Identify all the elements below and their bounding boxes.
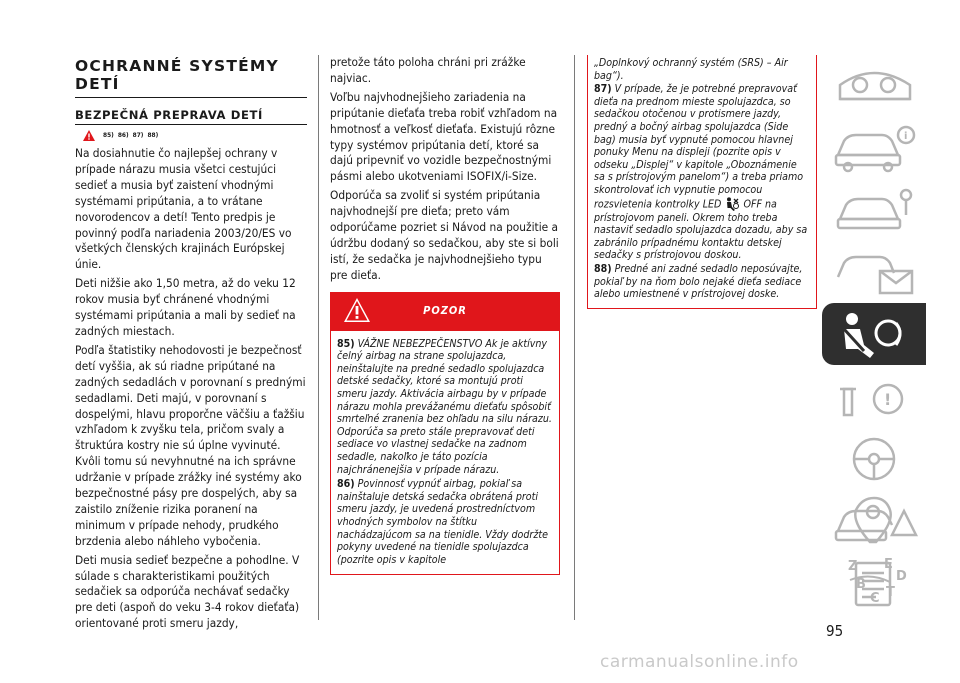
ref-86[interactable]: 86)	[117, 131, 129, 139]
body-text-col2	[330, 55, 560, 284]
index-letter: E	[884, 557, 893, 572]
paragraph: Deti nižšie ako 1,50 metra, až do veku 12 rokov musia byť chránené vhodnými systémami pripútania a mali by sedieť na zadných miestach.	[75, 276, 296, 338]
sidebar-tab-driving[interactable]	[826, 429, 922, 491]
warning-body	[331, 331, 559, 575]
index-letter: B	[856, 577, 866, 592]
paragraph: Podľa štatistiky nehodovosti je bezpečnosť detí vyššia, ak sú riadne pripútané na zadných sedadlách v porovnaní s prednými sedadlami. Deti majú, v porovnaní s dospelými, hlavu proporčne väčšiu a ťažšiu vzhľadom k zvyšku tela, pričom svaly a štruktúra kostry nie sú úplne vyvinuté. Kvôli tomu sú nevyhnutné na ich správne udržanie v prípade zrážky iné systémy ako bezpečnostné pásy pre dospelých, aby sa zaistilo zníženie rizika poranení na minimum v prípade nehody, prudkého brzdenia alebo náhleho vybočenia.	[75, 342, 306, 548]
column-divider	[574, 55, 575, 620]
warning-references	[75, 128, 307, 142]
index-letters-icon	[826, 552, 922, 610]
warning-item-88	[594, 263, 810, 301]
car-keys-icon	[826, 179, 922, 237]
car-info-icon	[826, 117, 922, 175]
warning-header	[331, 293, 559, 331]
page-number: 95	[826, 622, 844, 640]
warning-item-text: Predné ani zadné sedadlo neposúvajte, pokiaľ by na ňom bolo nejaké dieťa sediace alebo umiestnené v prístrojovej doske.	[594, 262, 803, 301]
warning-item-87	[594, 83, 810, 262]
warning-triangle-icon	[83, 130, 95, 141]
passenger-airbag-off-icon	[724, 197, 740, 212]
warning-item-number: 87)	[594, 83, 612, 96]
warning-item-text: OFF na prístrojovom paneli. Okrem toho treba nastaviť sedadlo spolujazdca dozadu, aby sa zabránilo prípadnému kontaktu detskej sedačky s prístrojovou doskou.	[594, 198, 808, 262]
warning-item-85	[337, 338, 553, 477]
warning-continuation: „Doplnkový ochranný systém (SRS) – Air bag“).	[594, 57, 788, 82]
sidebar-tab-dashboard[interactable]	[826, 55, 922, 117]
column-divider	[318, 55, 319, 620]
warning-item-number: 85)	[337, 337, 355, 350]
sidebar-tab-warning-lights[interactable]	[826, 367, 922, 429]
sidebar-tab-messages[interactable]	[826, 241, 922, 303]
warning-item-number: 86)	[337, 478, 355, 491]
paragraph: pretože táto poloha chráni pri zrážke najviac.	[330, 55, 526, 85]
index-letter: D	[896, 569, 907, 584]
section-title: BEZPEČNÁ PREPRAVA DETÍ	[75, 108, 307, 125]
warning-item-text: VÁŽNE NEBEZPEČENSTVO Ak je aktívny čelný airbag na strane spolujazdca, neinštalujte na predné sedadlo spolujazdca detské sedačky, ktoré sa montujú proti smeru jazdy. Aktivácia airbagu by v prípade nárazu mohla prevážanému dieťaťu spôsobiť smrteľné zranenia bez ohľadu na silu nárazu. Odporúča sa preto stále prepravovať deti sediace vo vlastnej sedačke na zadnom sedadle, nakoľko je táto pozícia najchránenejšia v prípade nárazu.	[337, 337, 552, 476]
column-2	[330, 55, 560, 575]
car-dashboard-icon	[826, 55, 922, 113]
watermark: carmanualsonline.info	[600, 652, 799, 672]
column-1	[75, 55, 307, 635]
warning-title: POZOR	[423, 303, 467, 317]
sidebar-tab-safety[interactable]	[822, 303, 926, 365]
warning-item-86	[337, 478, 553, 566]
steering-wheel-icon	[826, 429, 922, 487]
ref-85[interactable]: 85)	[103, 131, 114, 139]
warning-item-text: Povinnosť vypnúť airbag, pokiaľ sa nainštaluje detská sedačka obrátená proti smeru jazdy, je uvedená prostredníctvom vhodných symbolov na štítku nachádzajúcom sa na tienidle. Vždy dodržte pokyny uvedené na tienidle spolujazdca (pozrite opis v kapitole	[337, 478, 548, 566]
paragraph: Odporúča sa zvoliť si systém pripútania najvhodnejší pre dieťa; preto vám odporúčame pozriet si Návod na použitie a údržbu dodaný so sedačkou, aby ste si boli istí, že sedačka je najvhodnejšieho typu pre dieťa.	[330, 188, 559, 282]
index-letter: T	[886, 585, 895, 600]
index-letter: Z	[848, 559, 858, 574]
ref-88[interactable]: 88)	[147, 131, 159, 139]
ref-87[interactable]: 87)	[132, 131, 144, 139]
warning-box	[330, 292, 560, 576]
warning-item-text: V prípade, že je potrebné prepravovať dieťa na prednom mieste spolujazdca, so sedačkou otočenou v protismere jazdy, predný a bočný airbag spolujazdca (Side bag) musia byť vypnuté pomocou hlavnej ponuky Menu na displeji (pozrite opis v odseku „Displej“ v kapitole „Oboznámenie sa s prístrojovým panelom“) a treba priamo skontrolovať ich vypnutie pomocou rozsvietenia kontrolky LED	[594, 83, 804, 211]
paragraph: Na dosiahnutie čo najlepšej ochrany v prípade nárazu musia všetci cestujúci sedieť a musia byť zaistení vhodnými systémami pripútania, a to vrátane novorodencov a detí! Tento predpis je povinný podľa nariadenia 2003/20/ES vo všetkých členských krajinách Európskej únie.	[75, 146, 292, 272]
paragraph: Deti musia sedieť bezpečne a pohodlne. V súlade s charakteristikami použitých sedačiek sa odporúča nechávať sedačky pre deti (aspoň do veku 3-4 rokov dieťaťa) orientované proti smeru jazdy,	[75, 552, 300, 631]
seatbelt-airbag-icon	[822, 303, 926, 365]
svg-text:!: !	[884, 390, 892, 409]
warning-box-continued	[587, 55, 817, 309]
warning-item-number: 88)	[594, 262, 612, 275]
envelope-icon	[826, 241, 922, 299]
sidebar-tab-keys[interactable]	[826, 179, 922, 241]
body-text-col1	[75, 146, 307, 632]
svg-text:i: i	[904, 131, 908, 142]
navigation-icon	[826, 490, 922, 548]
sidebar-tab-vehicle-info[interactable]	[826, 117, 922, 179]
paragraph: Voľbu najvhodnejšieho zariadenia na pripútanie dieťaťa treba robiť vzhľadom na hmotnosť a veľkosť dieťaťa. Existujú rôzne typy systémov pripútania detí, ktoré sa dajú pripevniť vo vozidle bezpečnostnými pásmi alebo ukotveniami ISOFIX/i-Size.	[330, 89, 558, 184]
index-letter: C	[870, 591, 880, 606]
page-title: OCHRANNÉ SYSTÉMY DETÍ	[75, 57, 307, 98]
oil-service-icon	[826, 367, 922, 425]
column-3	[587, 55, 817, 309]
